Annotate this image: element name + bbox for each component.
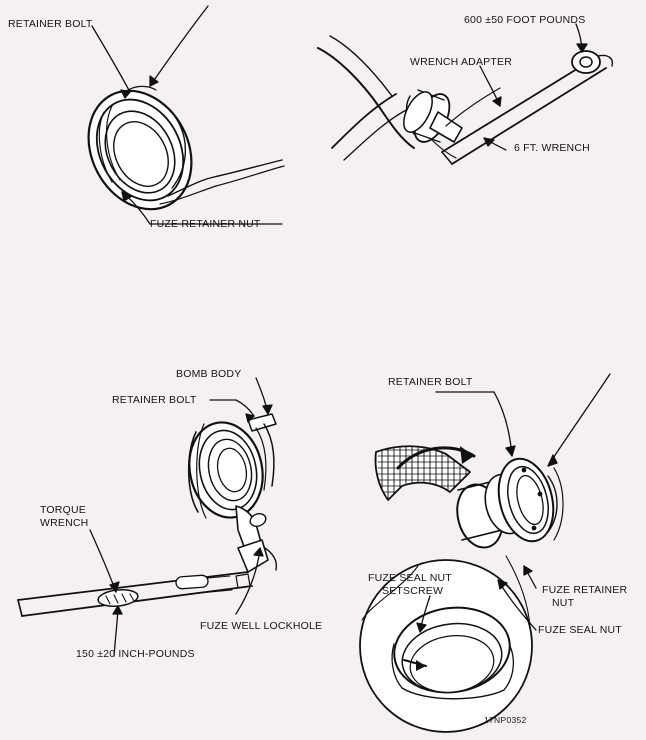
label-fuze-seal-nut-setscrew-line2: SETSCREW xyxy=(382,585,444,597)
label-torque-150-inch-pounds: 150 ±20 INCH-POUNDS xyxy=(76,648,195,660)
label-wrench-adapter: WRENCH ADAPTER xyxy=(410,56,512,68)
label-fuze-retainer-nut-line2: NUT xyxy=(552,597,575,609)
label-retainer-bolt-lower-left: RETAINER BOLT xyxy=(112,394,197,406)
label-torque-wrench-line2: WRENCH xyxy=(40,517,89,529)
upper-left-assembly xyxy=(69,73,284,228)
upper-right-leaders xyxy=(446,24,587,150)
label-fuze-retainer-nut-upper-left: FUZE RETAINER NUT xyxy=(150,218,261,230)
figure-id: 17NP0352 xyxy=(484,715,527,725)
label-bomb-body: BOMB BODY xyxy=(176,368,242,380)
label-six-ft-wrench: 6 FT. WRENCH xyxy=(514,142,590,154)
label-torque-600-foot-pounds: 600 ±50 FOOT POUNDS xyxy=(464,14,586,26)
label-retainer-bolt-lower-right: RETAINER BOLT xyxy=(388,376,473,388)
label-torque-wrench-line1: TORQUE xyxy=(40,504,86,516)
label-fuze-well-lockhole: FUZE WELL LOCKHOLE xyxy=(200,620,323,632)
label-retainer-bolt-upper-left: RETAINER BOLT xyxy=(8,18,93,30)
label-fuze-seal-nut-setscrew-line1: FUZE SEAL NUT xyxy=(368,572,452,584)
label-fuze-retainer-nut-line1: FUZE RETAINER xyxy=(542,584,628,596)
label-fuze-seal-nut: FUZE SEAL NUT xyxy=(538,624,622,636)
